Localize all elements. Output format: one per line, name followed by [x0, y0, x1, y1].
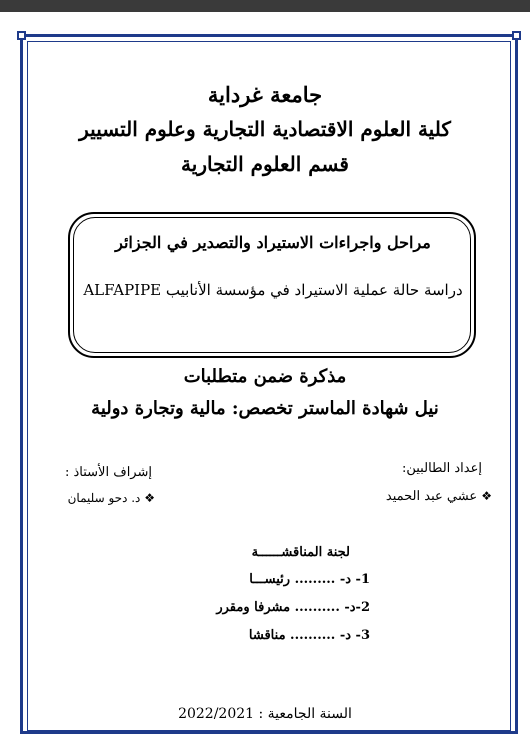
supervised-by-label: إشراف الأستاذ :: [64, 465, 152, 480]
prepared-by-label: إعداد الطالبين:: [401, 461, 482, 476]
window-top-bar: [0, 0, 530, 12]
supervisor-name: د. دحو سليمان: [67, 491, 141, 505]
memo-line: مذكرة ضمن متطلبات: [183, 366, 347, 387]
border-corner-ornament: [512, 31, 521, 40]
department-name: قسم العلوم التجارية: [181, 152, 349, 176]
committee-member: 3- د- .......... مناقشا: [248, 628, 370, 643]
university-name: جامعة غرداية: [207, 82, 323, 107]
committee-title: لجنة المناقشــــــة: [251, 545, 350, 560]
bullet-icon: ❖: [144, 491, 155, 505]
academic-year: السنة الجامعية : 2022/2021: [178, 706, 352, 722]
thesis-subtitle: دراسة حالة عملية الاستيراد في مؤسسة الأنابيب ALFAPIPE: [83, 281, 463, 299]
supervisor-name-row: [68, 491, 155, 505]
committee-member: 1- د- ......... رئيســـا: [249, 572, 370, 587]
bullet-icon: ❖: [481, 489, 492, 503]
committee-member: 2-د- .......... مشرفا ومقرر: [216, 600, 370, 615]
student-name-row: [386, 489, 492, 504]
student-name: عشي عبد الحميد: [385, 489, 478, 504]
thesis-title: مراحل واجراءات الاستيراد والتصدير في الجزائر: [115, 233, 431, 252]
degree-line: نيل شهادة الماستر تخصص: مالية وتجارة دولية: [91, 398, 439, 419]
border-corner-ornament: [17, 31, 26, 40]
faculty-name: كلية العلوم الاقتصادية التجارية وعلوم التسيير: [79, 117, 451, 141]
